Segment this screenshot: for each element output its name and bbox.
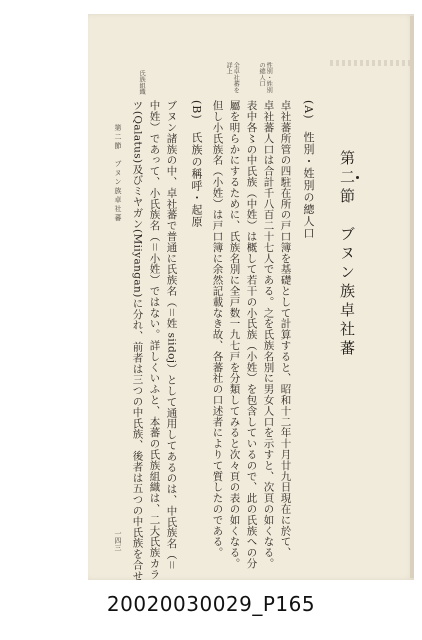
- paragraph-a-line: 但し小氏族名（小姓）は戸口簿に余然記載なき故、各蕃社の口述者によりて質したのである。: [211, 100, 224, 558]
- section-b-heading: (B) 氏族の稱呼・起原: [190, 100, 203, 228]
- image-caption: 20020030029_P165: [106, 592, 316, 616]
- paragraph-b-line: ツ(Qalatus)及びミヤガン(Miiyangan)に分れ、前者は三つの中氏族、後者は五つの中氏族を合せ: [131, 100, 144, 582]
- paragraph-a-line: 卓社蕃人口は合計千八百二十七人である。之を氏族名別に男女人口を示すと、次頁の如くなる。: [262, 100, 275, 569]
- paragraph-b-line: ブヌン諸族の中、卓社蕃で普通に氏族名（＝姓 siidoj）として通用してあるのは、中氏族名（＝: [165, 100, 178, 571]
- margin-note: 氏族組織: [138, 70, 146, 95]
- paragraph-a-line: 屬を明らかにするために、氏族名別に全戸数一九七戸を分類してみると次々頁の表の如くなる。: [228, 100, 241, 569]
- paragraph-a-line: 卓社蕃所管の四駐在所の戸口簿を基礎として計算すると、昭和十二年十月廿九日現在に於て、: [279, 100, 292, 558]
- paragraph-a-line: 表中各〻の中氏族（中姓）は概して若干の小氏族（小姓）を包含しているので、此の氏族への分: [245, 100, 258, 569]
- page-number: 一四三: [114, 530, 122, 551]
- margin-note: 性別・姓別の總人口: [258, 62, 273, 93]
- page-edge: [410, 16, 414, 578]
- running-head: 第二節 ブヌン族卓社蕃: [114, 124, 122, 223]
- chapter-title: 第二節 ブヌン族卓社蕃: [338, 150, 356, 359]
- ink-dot: [356, 176, 359, 179]
- margin-note: 全卓社蕃を詳上: [225, 62, 240, 93]
- section-a-heading: (A) 性別・姓別の總人口: [302, 100, 315, 240]
- bleed-through-strip: [330, 60, 410, 66]
- paragraph-b-line: 中姓）であって、小氏族名（＝小姓）ではない。詳しくいふと、本蕃の氏族組織は、二大氏族カラ: [148, 100, 161, 580]
